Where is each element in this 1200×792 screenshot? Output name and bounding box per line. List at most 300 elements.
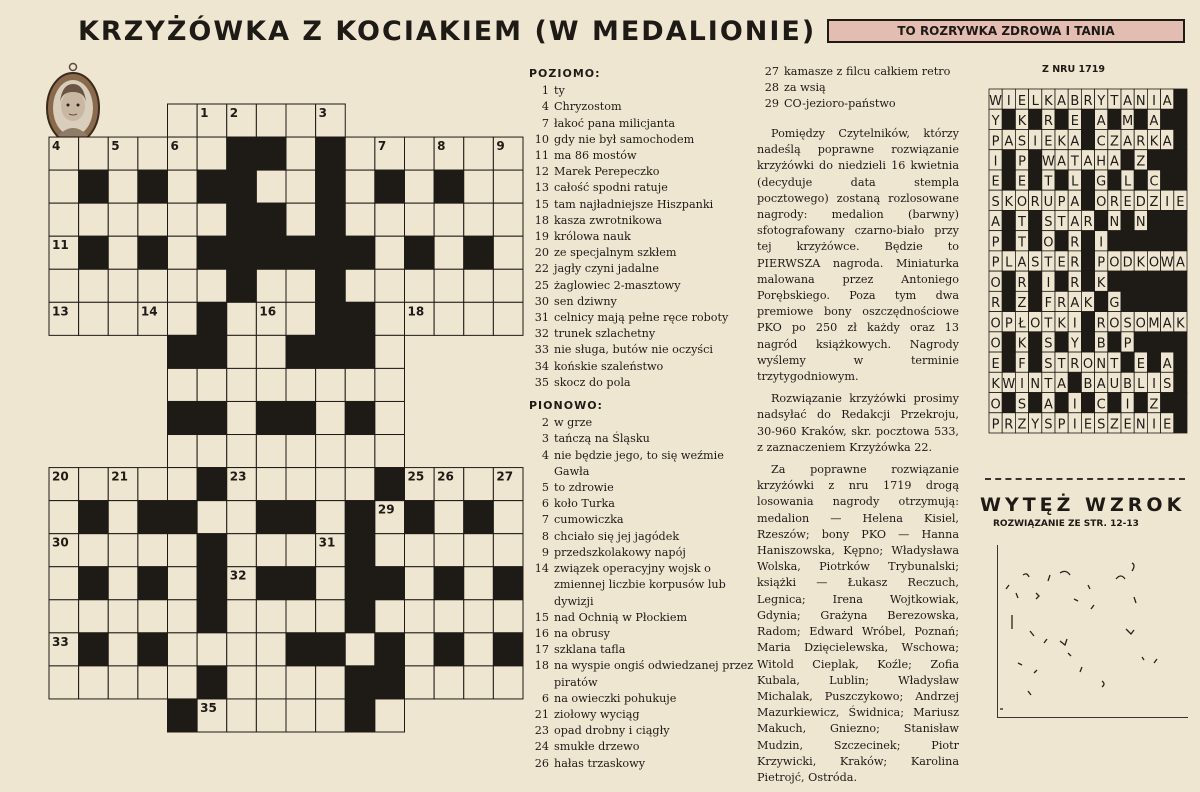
solution-letter: S: [1017, 397, 1027, 413]
crossword-cell[interactable]: [168, 269, 198, 302]
crossword-cell[interactable]: [256, 368, 286, 401]
crossword-cell[interactable]: [256, 335, 286, 368]
crossword-cell[interactable]: [345, 203, 375, 236]
crossword-cell[interactable]: [493, 236, 523, 269]
poziomo-clue: [527, 132, 755, 148]
crossword-cell[interactable]: [168, 600, 198, 633]
solution-black-square: [1174, 393, 1187, 413]
crossword-cell[interactable]: [49, 666, 79, 699]
solution-black-square: [1161, 231, 1174, 251]
solution-letter: E: [1176, 194, 1185, 210]
black-square: [345, 501, 375, 534]
crossword-cell[interactable]: [375, 368, 405, 401]
black-square: [256, 401, 286, 434]
solution-black-square: [1161, 332, 1174, 352]
clue-text: smukłe drzewo: [554, 740, 640, 754]
poziomo-clue: [527, 180, 755, 196]
crossword-cell[interactable]: [168, 435, 198, 468]
solution-letter: P: [1097, 255, 1106, 271]
crossword-cell[interactable]: [316, 501, 346, 534]
solution-letter: O: [1148, 255, 1160, 271]
crossword-cell[interactable]: [168, 203, 198, 236]
solution-black-square: [1081, 109, 1094, 129]
solution-letter: W: [989, 93, 1003, 109]
solution-letter: D: [1135, 194, 1146, 210]
crossword-cell[interactable]: [286, 170, 316, 203]
crossword-cell[interactable]: [227, 534, 257, 567]
solution-letter: K: [1004, 194, 1014, 210]
black-square: [375, 666, 405, 699]
clue-text: szklana tafla: [554, 643, 626, 657]
solution-letter: O: [1030, 316, 1041, 332]
solution-letter: A: [1070, 134, 1080, 150]
solution-letter: O: [990, 316, 1001, 332]
solution-letter: P: [1057, 194, 1066, 210]
crossword-cell[interactable]: [256, 104, 286, 137]
pionowo-clue: [527, 626, 755, 642]
pionowo-clue: [527, 691, 755, 707]
clue-number: 9: [541, 545, 549, 559]
crossword-cell[interactable]: [493, 170, 523, 203]
pionowo-clue-list: [527, 415, 755, 771]
black-square: [168, 335, 198, 368]
crossword-cell[interactable]: [434, 600, 464, 633]
solution-black-square: [1121, 210, 1134, 230]
crossword-cell[interactable]: [345, 137, 375, 170]
solution-letter: K: [1096, 275, 1106, 291]
crossword-cell[interactable]: [168, 302, 198, 335]
crossword-cell[interactable]: [286, 137, 316, 170]
solution-letter: T: [1110, 93, 1119, 109]
solution-letter: R: [1070, 235, 1080, 251]
crossword-cell[interactable]: [79, 269, 109, 302]
crossword-cell[interactable]: [464, 468, 494, 501]
poziomo-clue: [527, 375, 755, 391]
crossword-cell[interactable]: [434, 534, 464, 567]
clue-text: kasza zwrotnikowa: [554, 213, 662, 227]
crossword-cell[interactable]: [375, 335, 405, 368]
solution-letter: A: [1070, 194, 1080, 210]
crossword-cell[interactable]: [227, 302, 257, 335]
solution-black-square: [1002, 332, 1015, 352]
clue-number-label: 11: [52, 238, 69, 253]
crossword-cell[interactable]: [405, 269, 435, 302]
crossword-cell[interactable]: [405, 534, 435, 567]
solution-black-square: [1121, 271, 1134, 291]
crossword-cell[interactable]: [138, 600, 168, 633]
crossword-cell[interactable]: [464, 534, 494, 567]
clue-number: 5: [541, 481, 549, 495]
solution-black-square: [1174, 372, 1187, 392]
crossword-cell[interactable]: [227, 335, 257, 368]
clue-number-label: 31: [318, 535, 336, 550]
crossword-cell[interactable]: [286, 534, 316, 567]
solution-letter: O: [1043, 235, 1054, 251]
crossword-cell[interactable]: [49, 269, 79, 302]
crossword-cell[interactable]: [197, 435, 227, 468]
crossword-cell[interactable]: [227, 633, 257, 666]
black-square: [256, 501, 286, 534]
crossword-cell[interactable]: [138, 468, 168, 501]
solution-black-square: [1029, 231, 1042, 251]
clue-number-label: 1: [200, 106, 209, 120]
crossword-cell[interactable]: [256, 269, 286, 302]
announcement-prizes: Pomiędzy Czytelników, którzy nadeślą poprawne rozwiązanie krzyżówki do niedzieli 16 kwietnia (decyduje data stempla pocztowego) zostaną rozlosowane nagrody: medalion (barwny) sfotografowany czarno-biało przy tej krzyżówce. Będzie to PIERWSZA nagroda. Miniaturka malowana przez Antoniego Porębskiego. Poza tym dwa premiowe bony oszczędnościowe PKO po 250 zł każdy oraz 13 nagród książkowych. Nagrody wyślemy w terminie trzytygodniowym.: [757, 127, 959, 384]
crossword-cell[interactable]: [434, 236, 464, 269]
crossword-cell[interactable]: [345, 468, 375, 501]
crossword-cell[interactable]: [108, 534, 138, 567]
pionowo-clue: [757, 64, 959, 80]
clue-number-label: 8: [437, 139, 446, 154]
crossword-cell[interactable]: [197, 137, 227, 170]
pionowo-clue: [527, 529, 755, 545]
clue-text: żaglowiec 2-masztowy: [554, 278, 681, 292]
crossword-cell[interactable]: [79, 666, 109, 699]
solution-black-square: [1029, 271, 1042, 291]
crossword-cell[interactable]: [256, 633, 286, 666]
crossword-cell[interactable]: [493, 600, 523, 633]
solution-letter: I: [1072, 417, 1077, 433]
solution-letter: N: [1135, 93, 1146, 109]
crossword-cell[interactable]: [316, 567, 346, 600]
solution-letter: Z: [1109, 134, 1119, 150]
crossword-cell[interactable]: [345, 435, 375, 468]
crossword-cell[interactable]: [464, 269, 494, 302]
crossword-cell[interactable]: [464, 633, 494, 666]
solution-letter: K: [1017, 336, 1027, 352]
crossword-cell[interactable]: [434, 302, 464, 335]
solution-letter: A: [1162, 134, 1172, 150]
crossword-cell[interactable]: [49, 170, 79, 203]
crossword-cell[interactable]: [79, 468, 109, 501]
crossword-cell[interactable]: [108, 567, 138, 600]
crossword-cell[interactable]: [227, 501, 257, 534]
crossword-cell[interactable]: [168, 236, 198, 269]
solution-letter: N: [1135, 215, 1146, 231]
crossword-cell[interactable]: [49, 567, 79, 600]
crossword-cell[interactable]: [464, 666, 494, 699]
solution-black-square: [1055, 332, 1068, 352]
crossword-cell[interactable]: [405, 633, 435, 666]
clue-number: 30: [534, 294, 549, 308]
clue-number-label: 29: [377, 502, 395, 517]
crossword-cell[interactable]: [375, 435, 405, 468]
solution-letter: H: [1096, 154, 1107, 170]
crossword-cell[interactable]: [168, 666, 198, 699]
crossword-cell[interactable]: [345, 368, 375, 401]
solution-letter: I: [1046, 275, 1051, 291]
crossword-cell[interactable]: [375, 302, 405, 335]
crossword-cell[interactable]: [375, 534, 405, 567]
solution-black-square: [1147, 271, 1160, 291]
crossword-cell[interactable]: [138, 534, 168, 567]
clue-text: chciało się jej jagódek: [554, 529, 680, 543]
crossword-cell[interactable]: [79, 302, 109, 335]
crossword-cell[interactable]: [316, 666, 346, 699]
tagline-box: TO ROZRYWKA ZDROWA I TANIA: [827, 19, 1185, 43]
crossword-cell[interactable]: [286, 435, 316, 468]
solution-black-square: [1174, 109, 1187, 129]
clue-number: 33: [534, 343, 549, 357]
crossword-cell[interactable]: [493, 269, 523, 302]
black-square: [316, 302, 346, 335]
solution-black-square: [1002, 210, 1015, 230]
solution-letter: R: [1083, 215, 1093, 231]
solution-letter: E: [1017, 93, 1027, 109]
solution-letter: T: [1044, 316, 1053, 332]
clue-text: nie sługa, butów nie oczyści: [554, 343, 713, 357]
poziomo-clue-list: [527, 83, 755, 391]
crossword-cell[interactable]: [375, 236, 405, 269]
crossword-cell[interactable]: [168, 468, 198, 501]
crossword-cell[interactable]: [49, 203, 79, 236]
clue-text: jagły czyni jadalne: [554, 262, 659, 276]
crossword-cell[interactable]: [286, 302, 316, 335]
solution-letter: Y: [991, 114, 1000, 130]
solution-black-square: [1147, 150, 1160, 170]
crossword-cell[interactable]: [464, 137, 494, 170]
crossword-cell[interactable]: [375, 401, 405, 434]
crossword-cell[interactable]: [493, 534, 523, 567]
crossword-cell[interactable]: [286, 368, 316, 401]
crossword-cell[interactable]: [108, 269, 138, 302]
crossword-cell[interactable]: [79, 203, 109, 236]
solution-black-square: [1081, 129, 1094, 149]
solution-black-square: [1147, 352, 1160, 372]
pionowo-clue: [757, 80, 959, 96]
spot-difference-solution: [997, 545, 1188, 718]
crossword-cell[interactable]: [493, 203, 523, 236]
solution-black-square: [1108, 109, 1121, 129]
clue-number: 21: [534, 707, 549, 721]
crossword-cell[interactable]: [168, 534, 198, 567]
crossword-cell[interactable]: [286, 203, 316, 236]
solution-letter: A: [1070, 215, 1080, 231]
black-square: [493, 567, 523, 600]
crossword-cell[interactable]: [197, 269, 227, 302]
crossword-cell[interactable]: [434, 666, 464, 699]
crossword-cell[interactable]: [493, 501, 523, 534]
solution-letter: B: [1096, 336, 1106, 352]
solution-black-square: [1134, 332, 1147, 352]
solution-letter: A: [1109, 154, 1119, 170]
crossword-cell[interactable]: [493, 302, 523, 335]
solution-letter: G: [1109, 296, 1120, 312]
solution-black-square: [1002, 109, 1015, 129]
crossword-cell[interactable]: [227, 435, 257, 468]
crossword-cell[interactable]: [49, 600, 79, 633]
crossword-cell[interactable]: [256, 666, 286, 699]
crossword-cell[interactable]: [405, 170, 435, 203]
crossword-cell[interactable]: [79, 137, 109, 170]
solution-letter: A: [1123, 134, 1133, 150]
crossword-cell[interactable]: [464, 600, 494, 633]
crossword-cell[interactable]: [464, 203, 494, 236]
black-square: [138, 236, 168, 269]
black-square: [79, 567, 109, 600]
black-square: [286, 501, 316, 534]
crossword-cell[interactable]: [108, 302, 138, 335]
solution-letter: E: [991, 356, 1000, 372]
crossword-cell[interactable]: [316, 435, 346, 468]
poziomo-heading: POZIOMO:: [529, 67, 601, 80]
crossword-cell[interactable]: [286, 468, 316, 501]
crossword-cell[interactable]: [108, 600, 138, 633]
crossword-cell[interactable]: [256, 170, 286, 203]
crossword-cell[interactable]: [138, 203, 168, 236]
crossword-cell[interactable]: [316, 368, 346, 401]
announcement-address: Rozwiązanie krzyżówki prosimy nadsyłać do Redakcji Przekroju, 30-960 Kraków, skr. pocztowa 533, z zaznaczeniem Krzyżówka 22.: [757, 392, 959, 454]
clue-number-label: 3: [318, 106, 327, 120]
crossword-cell[interactable]: [316, 699, 346, 732]
clue-text: ze specjalnym szkłem: [554, 246, 677, 260]
solution-letter: E: [1123, 194, 1132, 210]
crossword-cell[interactable]: [405, 567, 435, 600]
black-square: [197, 401, 227, 434]
crossword-cell[interactable]: [108, 666, 138, 699]
solution-black-square: [1121, 231, 1134, 251]
clue-number: 17: [534, 643, 549, 657]
solution-letter: Y: [1070, 336, 1079, 352]
solution-letter: S: [1031, 255, 1040, 271]
solution-letter: N: [1135, 417, 1146, 433]
clue-number: 6: [541, 691, 549, 705]
crossword-cell[interactable]: [345, 633, 375, 666]
crossword-cell[interactable]: [256, 468, 286, 501]
clue-number: 13: [534, 181, 549, 195]
black-square: [316, 137, 346, 170]
crossword-cell[interactable]: [405, 666, 435, 699]
crossword-cell[interactable]: [493, 666, 523, 699]
solution-letter: O: [990, 336, 1001, 352]
solution-letter: K: [1136, 255, 1146, 271]
crossword-cell[interactable]: [405, 203, 435, 236]
poziomo-clue: [527, 310, 755, 326]
clue-number: 34: [534, 359, 549, 373]
clue-number: 12: [534, 165, 549, 179]
crossword-cell[interactable]: [316, 600, 346, 633]
announcement-column: [757, 126, 959, 792]
black-square: [197, 534, 227, 567]
crossword-cell[interactable]: [256, 435, 286, 468]
crossword-cell[interactable]: [256, 699, 286, 732]
pionowo-clue: [527, 642, 755, 658]
crossword-cell[interactable]: [286, 699, 316, 732]
clue-number: 4: [541, 100, 549, 114]
solution-letter: M: [1148, 316, 1160, 332]
solution-letter: B: [1083, 377, 1093, 393]
crossword-cell[interactable]: [286, 269, 316, 302]
solution-letter: T: [1057, 356, 1066, 372]
crossword-cell[interactable]: [375, 269, 405, 302]
black-square: [79, 633, 109, 666]
crossword-cell[interactable]: [405, 137, 435, 170]
crossword-cell[interactable]: [405, 600, 435, 633]
solution-letter: A: [1070, 296, 1080, 312]
crossword-cell[interactable]: [345, 269, 375, 302]
solution-letter: P: [1123, 336, 1132, 352]
black-square: [138, 567, 168, 600]
solution-black-square: [1174, 291, 1187, 311]
crossword-cell[interactable]: [49, 501, 79, 534]
crossword-cell[interactable]: [108, 236, 138, 269]
poziomo-clue: [527, 326, 755, 342]
crossword-cell[interactable]: [434, 269, 464, 302]
crossword-cell[interactable]: [108, 170, 138, 203]
crossword-cell[interactable]: [108, 501, 138, 534]
crossword-cell[interactable]: [227, 401, 257, 434]
crossword-cell[interactable]: [168, 633, 198, 666]
crossword-cell[interactable]: [227, 368, 257, 401]
crossword-cell[interactable]: [197, 501, 227, 534]
crossword-cell[interactable]: [138, 666, 168, 699]
black-square: [405, 236, 435, 269]
crossword-cell[interactable]: [227, 699, 257, 732]
crossword-cell[interactable]: [197, 633, 227, 666]
crossword-cell[interactable]: [168, 170, 198, 203]
black-square: [79, 501, 109, 534]
crossword-cell[interactable]: [168, 567, 198, 600]
solution-black-square: [1174, 210, 1187, 230]
crossword-cell[interactable]: [79, 534, 109, 567]
black-square: [316, 633, 346, 666]
crossword-cell[interactable]: [316, 468, 346, 501]
clue-number-label: 13: [52, 304, 69, 319]
crossword-cell[interactable]: [286, 104, 316, 137]
black-square: [464, 236, 494, 269]
crossword-cell[interactable]: [197, 368, 227, 401]
crossword-cell[interactable]: [168, 368, 198, 401]
crossword-cell[interactable]: [227, 666, 257, 699]
solution-letter: R: [991, 296, 1001, 312]
crossword-cell[interactable]: [286, 666, 316, 699]
crossword-cell[interactable]: [464, 567, 494, 600]
crossword-cell[interactable]: [256, 600, 286, 633]
crossword-cell[interactable]: [375, 600, 405, 633]
black-square: [316, 170, 346, 203]
crossword-cell[interactable]: [79, 600, 109, 633]
clue-text: tam najładniejsze Hiszpanki: [554, 197, 714, 211]
solution-black-square: [1161, 210, 1174, 230]
clue-number: 6: [541, 497, 549, 511]
crossword-cell[interactable]: [375, 203, 405, 236]
black-square: [405, 501, 435, 534]
clue-text: trunek szlachetny: [554, 327, 656, 341]
crossword-cell[interactable]: [138, 137, 168, 170]
crossword-cell[interactable]: [375, 699, 405, 732]
solution-header: Z NRU 1719: [1042, 64, 1105, 75]
crossword-cell[interactable]: [108, 203, 138, 236]
black-square: [286, 401, 316, 434]
crossword-cell[interactable]: [434, 203, 464, 236]
crossword-cell[interactable]: [316, 401, 346, 434]
solution-letter: I: [1165, 194, 1170, 210]
crossword-cell[interactable]: [464, 302, 494, 335]
crossword-cell[interactable]: [286, 600, 316, 633]
crossword-cell[interactable]: [464, 170, 494, 203]
crossword-cell[interactable]: [197, 203, 227, 236]
crossword-cell[interactable]: [138, 269, 168, 302]
pionowo-clue: [527, 431, 755, 447]
crossword-cell[interactable]: [108, 633, 138, 666]
clue-text: ziołowy wyciąg: [554, 707, 640, 721]
clue-number: 23: [534, 724, 549, 738]
crossword-cell[interactable]: [345, 170, 375, 203]
crossword-cell[interactable]: [256, 534, 286, 567]
crossword-cell[interactable]: [168, 104, 198, 137]
crossword-cell[interactable]: [227, 600, 257, 633]
crossword-cell[interactable]: [434, 501, 464, 534]
